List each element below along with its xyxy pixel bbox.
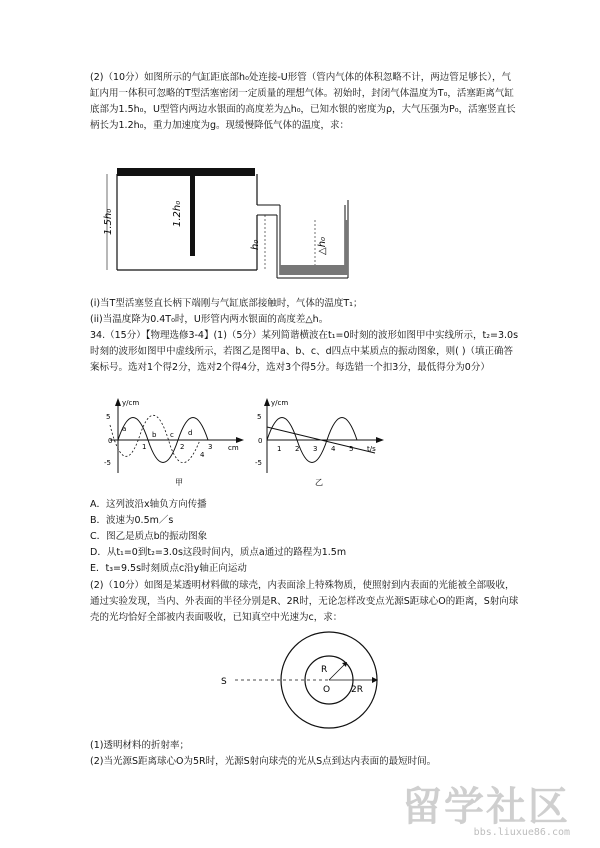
svg-text:4: 4 (331, 445, 336, 453)
svg-text:5: 5 (257, 413, 262, 421)
svg-text:d: d (188, 429, 193, 437)
watermark (402, 784, 570, 838)
svg-text:y/cm: y/cm (271, 399, 289, 407)
svg-text:t/s: t/s (367, 445, 376, 453)
label-1-2h0: 1.2h₀ (172, 200, 183, 227)
label-s: S (221, 677, 227, 687)
svg-text:cm: cm (228, 444, 239, 452)
q2-sub-ii: (ii)当温度降为0.4T₀时，U形管内两水银面的高度差△h。 (90, 314, 329, 325)
q2-sub-i: (i)当T型活塞竖直长柄下端刚与气缸底部接触时，气体的温度T₁； (90, 298, 363, 309)
svg-text:2: 2 (295, 445, 300, 453)
q2-sphere-sub2: (2)当光源S距离球心O为5R时，光源S射向球壳的光从S点到达内表面的最短时间。 (90, 756, 437, 767)
svg-text:4: 4 (200, 451, 205, 459)
label-2r: 2R (351, 685, 363, 695)
watermark-logo: 留学社区 (402, 784, 570, 830)
piston-bar (117, 168, 255, 176)
vibration-figure-yi (255, 395, 395, 490)
svg-text:3: 3 (208, 443, 213, 451)
q34-text: 34.（15分）【物理选修3-4】(1)（5分）某列简谐横波在t₁=0时刻的波形如图甲中实线所示，t₂=3.0s时刻的波形如图甲中虚线所示，若图乙是图甲a、b、c、d四点中某质点的振动图象，则( )（填正确答案标号。选对1个得2分，选对2个得4分，选对3个得5分。每选错一个扣3分，最低得分为0分） (90, 330, 519, 373)
svg-text:乙: 乙 (315, 478, 323, 487)
sphere-shell-figure (215, 628, 415, 733)
svg-text:0: 0 (108, 437, 113, 445)
svg-text:y/cm: y/cm (122, 399, 140, 407)
label-o: O (323, 685, 331, 695)
option-d: D．从t₁=0到t₂=3.0s这段时间内，质点a通过的路程为1.5m (90, 547, 347, 558)
svg-text:1: 1 (142, 443, 147, 451)
svg-text:0: 0 (258, 437, 263, 445)
svg-text:5: 5 (349, 445, 354, 453)
svg-text:1: 1 (277, 445, 282, 453)
label-1-5h0: 1.5h₀ (103, 208, 114, 235)
wave-figure-jia (100, 395, 250, 490)
svg-text:c: c (170, 431, 174, 439)
cylinder-figure (95, 160, 385, 300)
q2-cylinder-text: (2)（10分）如图所示的气缸距底部h₀处连接-U形管（管内气体的体积忽略不计，两边管足够长），气缸内用一体积可忽略的T型活塞密闭一定质量的理想气体。初始时，封闭气体温度为T₀，活塞距离气缸底部为1.5h₀，U型管内两边水银面的高度差为△h₀，已知水银的密度为ρ，大气压强为P₀，活塞竖直长柄长为1.2h₀，重力加速度为g。现缓慢降低气体的温度，求： (90, 72, 516, 131)
label-dh0: △h₀ (317, 236, 328, 255)
svg-text:5: 5 (106, 413, 111, 421)
piston-rod (190, 176, 195, 256)
svg-text:2: 2 (180, 443, 185, 451)
mercury (280, 265, 345, 275)
svg-text:甲: 甲 (175, 478, 183, 487)
label-h0: h₀ (250, 239, 261, 250)
option-a: A．这列波沿x轴负方向传播 (90, 499, 207, 510)
q2-sphere-text: (2)（10分）如图是某透明材料做的球壳，内表面涂上特殊物质，使照射到内表面的光能被全部吸收，通过实验发现，当内、外表面的半径分别是R、2R时，无论怎样改变点光源S距球心O的距离，S射向球壳的光均恰好全部被内表面吸收，已知真空中光速为c，求： (90, 580, 519, 623)
option-c: C．图乙是质点b的振动图象 (90, 531, 208, 542)
label-r: R (321, 665, 328, 675)
option-b: B．波速为0.5m／s (90, 515, 174, 526)
watermark-url: bbs.liuxue86.com (473, 827, 570, 838)
svg-text:b: b (152, 431, 157, 439)
svg-text:-5: -5 (104, 459, 111, 467)
option-e: E．t₃=9.5s时刻质点c沿y轴正向运动 (90, 563, 247, 574)
svg-text:a: a (122, 425, 127, 433)
q2-sphere-sub1: (1)透明材料的折射率； (90, 740, 189, 751)
svg-text:-5: -5 (255, 459, 262, 467)
svg-text:3: 3 (313, 445, 318, 453)
